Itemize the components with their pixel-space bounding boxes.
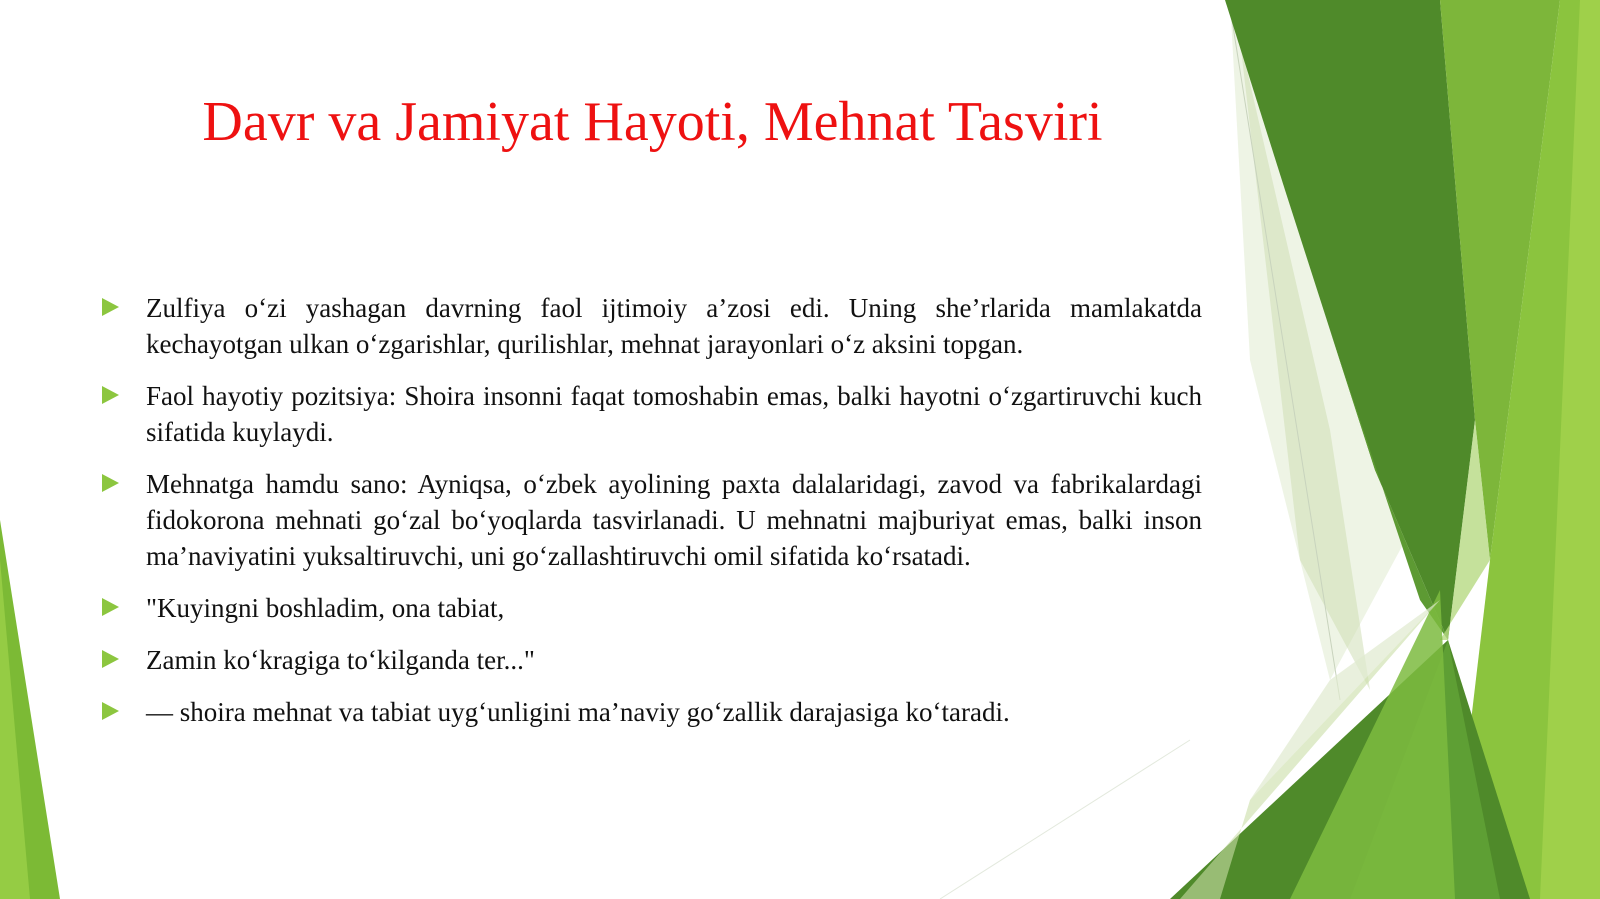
list-item xyxy=(100,378,1202,450)
bullet-text: Zamin ko‘kragiga to‘kilganda ter..." xyxy=(146,645,535,675)
triangle-right-icon xyxy=(102,386,119,404)
list-item xyxy=(100,694,1202,730)
bullet-text: — shoira mehnat va tabiat uyg‘unligini ma’naviy go‘zallik darajasiga ko‘taradi. xyxy=(146,697,1010,727)
bullet-text: Zulfiya o‘zi yashagan davrning faol ijtimoiy a’zosi edi. Uning she’rlarida mamlakatda kechayotgan ulkan o‘zgarishlar, qurilishlar, mehnat jarayonlari o‘z aksini topgan. xyxy=(146,293,1202,359)
triangle-right-icon xyxy=(102,702,119,720)
slide-title: Davr va Jamiyat Hayoti, Mehnat Tasviri xyxy=(202,91,1103,153)
triangle-right-icon xyxy=(102,474,119,492)
list-item xyxy=(100,466,1202,574)
bullet-text: Mehnatga hamdu sano: Ayniqsa, o‘zbek ayolining paxta dalalaridagi, zavod va fabrikalardagi fidokorona mehnati go‘zal bo‘yoqlarda tasvirlanadi. U mehnatni majburiyat emas, balki inson ma’naviyatini yuksaltiruvchi, uni go‘zallashtiruvchi omil sifatida ko‘rsatadi. xyxy=(146,469,1202,571)
triangle-right-icon xyxy=(102,298,119,316)
bullet-text: Faol hayotiy pozitsiya: Shoira insonni faqat tomoshabin emas, balki hayotni o‘zgartiruvchi kuch sifatida kuylaydi. xyxy=(146,381,1202,447)
triangle-right-icon xyxy=(102,650,119,668)
bullet-text: "Kuyingni boshladim, ona tabiat, xyxy=(146,593,505,623)
list-item xyxy=(100,290,1202,362)
bullet-list xyxy=(100,290,1202,746)
triangle-right-icon xyxy=(102,598,119,616)
list-item xyxy=(100,642,1202,678)
list-item xyxy=(100,590,1202,626)
